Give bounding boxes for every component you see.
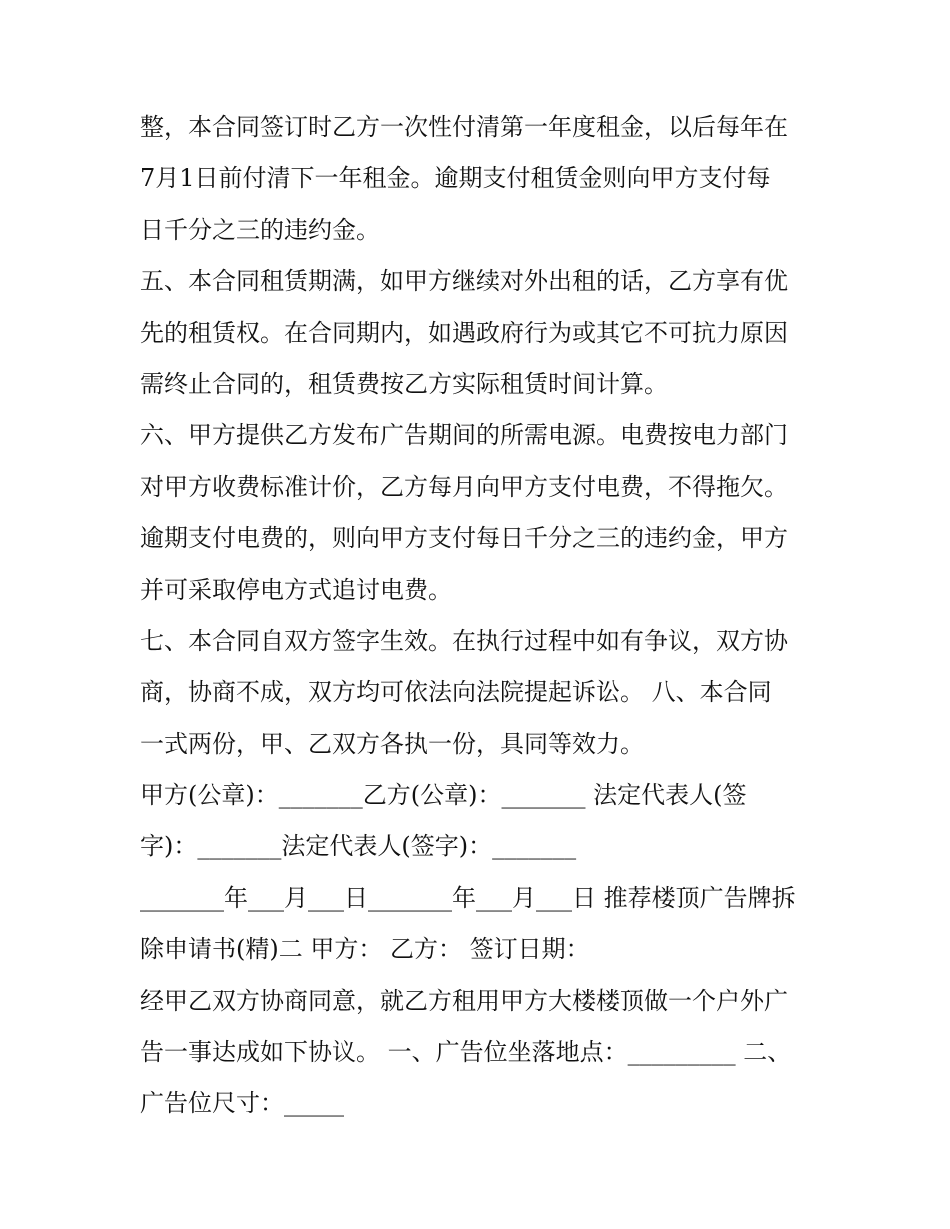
text-line: 一式两份，甲、乙双方各执一份，具同等效力。 [140, 729, 644, 758]
text-line: 并可采取停电方式追讨电费。 [140, 575, 452, 604]
text-line: 需终止合同的，租赁费按乙方实际租赁时间计算。 [140, 369, 668, 398]
text-line: 甲方(公章)：_______乙方(公章)：_______ 法定代表人(签 [140, 781, 747, 810]
text-line: _______年___月___日_______年___月___日 推荐楼顶广告牌拆 [140, 883, 796, 912]
document-body [140, 102, 820, 1130]
text-line: 广告位尺寸：_____ [140, 1089, 344, 1118]
text-line: 先的租赁权。在合同期内，如遇政府行为或其它不可抗力原因 [140, 318, 788, 347]
text-line: 七、本合同自双方签字生效。在执行过程中如有争议，双方协 [140, 626, 788, 655]
text-line: 对甲方收费标准计价，乙方每月向甲方支付电费，不得拖欠。 [140, 472, 788, 501]
text-line: 经甲乙双方协商同意，就乙方租用甲方大楼楼顶做一个户外广 [140, 986, 788, 1015]
text-line: 日千分之三的违约金。 [140, 215, 380, 244]
text-line: 商，协商不成，双方均可依法向法院提起诉讼。 八、本合同 [140, 678, 772, 707]
text-line: 六、甲方提供乙方发布广告期间的所需电源。电费按电力部门 [140, 421, 788, 450]
text-line: 告一事达成如下协议。 一、广告位坐落地点：_________ 二、 [140, 1038, 792, 1067]
text-line: 五、本合同租赁期满，如甲方继续对外出租的话，乙方享有优 [140, 267, 788, 296]
text-line: 字)：_______法定代表人(签字)：_______ [140, 832, 577, 861]
text-line: 除申请书(精)二 甲方： 乙方： 签订日期： [140, 935, 590, 964]
text-line: 整，本合同签订时乙方一次性付清第一年度租金，以后每年在 [140, 113, 788, 141]
text-line: 7月1日前付清下一年租金。逾期支付租赁金则向甲方支付每 [140, 164, 771, 193]
text-line: 逾期支付电费的，则向甲方支付每日千分之三的违约金，甲方 [140, 524, 788, 553]
